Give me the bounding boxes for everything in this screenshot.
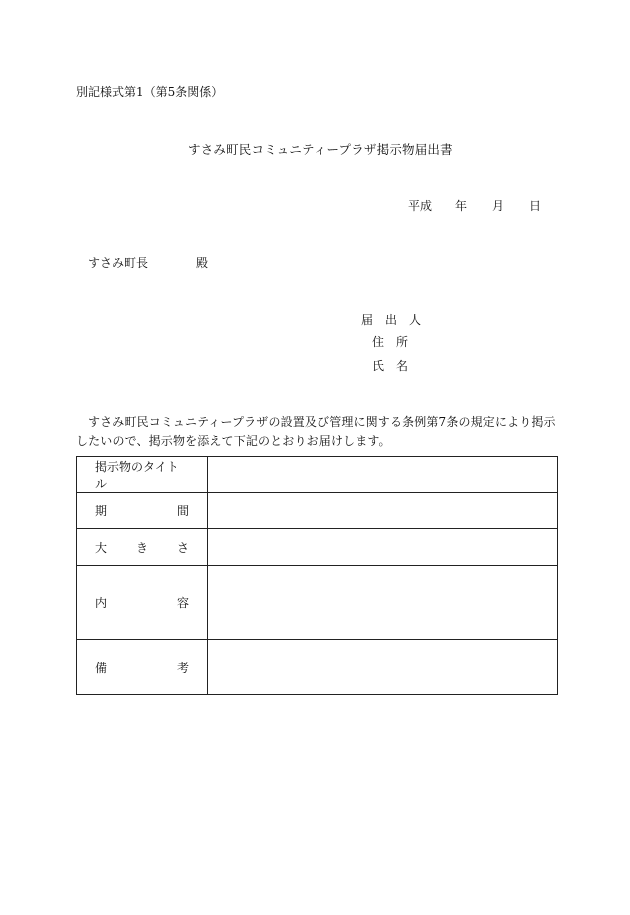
remarks-label-char: 考 [176,660,189,675]
content-field[interactable] [208,566,558,640]
date-day-label: 日 [529,199,542,213]
date-year-label: 年 [455,199,468,213]
name-label-char: 氏 [372,359,385,373]
size-field[interactable] [208,529,558,566]
form-number: 別記様式第1（第5条関係） [76,85,224,99]
applicant-label-char: 出 [384,313,397,327]
applicant-address-label [372,333,408,350]
date-era: 平成 [408,199,433,213]
table-row [77,529,558,566]
remarks-field[interactable] [208,640,558,695]
remarks-label [77,659,207,676]
remarks-label-char: 備 [95,660,108,675]
title-label: 掲示物のタイトル [95,459,179,491]
size-label-char: さ [176,540,189,555]
applicant-label-char: 届 [361,313,374,327]
period-label-char: 間 [176,504,189,518]
size-label-char: 大 [95,540,108,555]
period-label-char: 期 [95,504,108,518]
table-row [77,457,558,493]
applicant-name-label [372,357,408,374]
address-label-char: 住 [372,335,385,349]
content-label-char: 容 [176,596,189,610]
document-title: すさみ町民コミュニティープラザ掲示物届出書 [188,142,453,157]
period-field[interactable] [208,493,558,529]
date-line [408,197,541,214]
notice-details-table [76,456,558,695]
addressee-name: すさみ町長 [88,256,149,270]
size-label [77,539,207,556]
content-label-char: 内 [95,596,108,610]
name-label-char: 名 [395,359,408,373]
applicant-label [361,311,421,328]
date-month-label: 月 [492,199,505,213]
applicant-label-char: 人 [408,313,421,327]
table-row [77,640,558,695]
content-label [77,594,207,611]
address-label-char: 所 [395,335,408,349]
period-label [77,502,207,519]
size-label-char: き [135,540,148,555]
body-paragraph: すさみ町民コミュニティープラザの設置及び管理に関する条例第7条の規定により掲示したいので、掲示物を添えて下記のとおりお届けします。 [76,415,556,448]
addressee-honorific: 殿 [196,256,209,270]
title-field[interactable] [208,457,558,493]
table-row [77,566,558,640]
table-row [77,493,558,529]
